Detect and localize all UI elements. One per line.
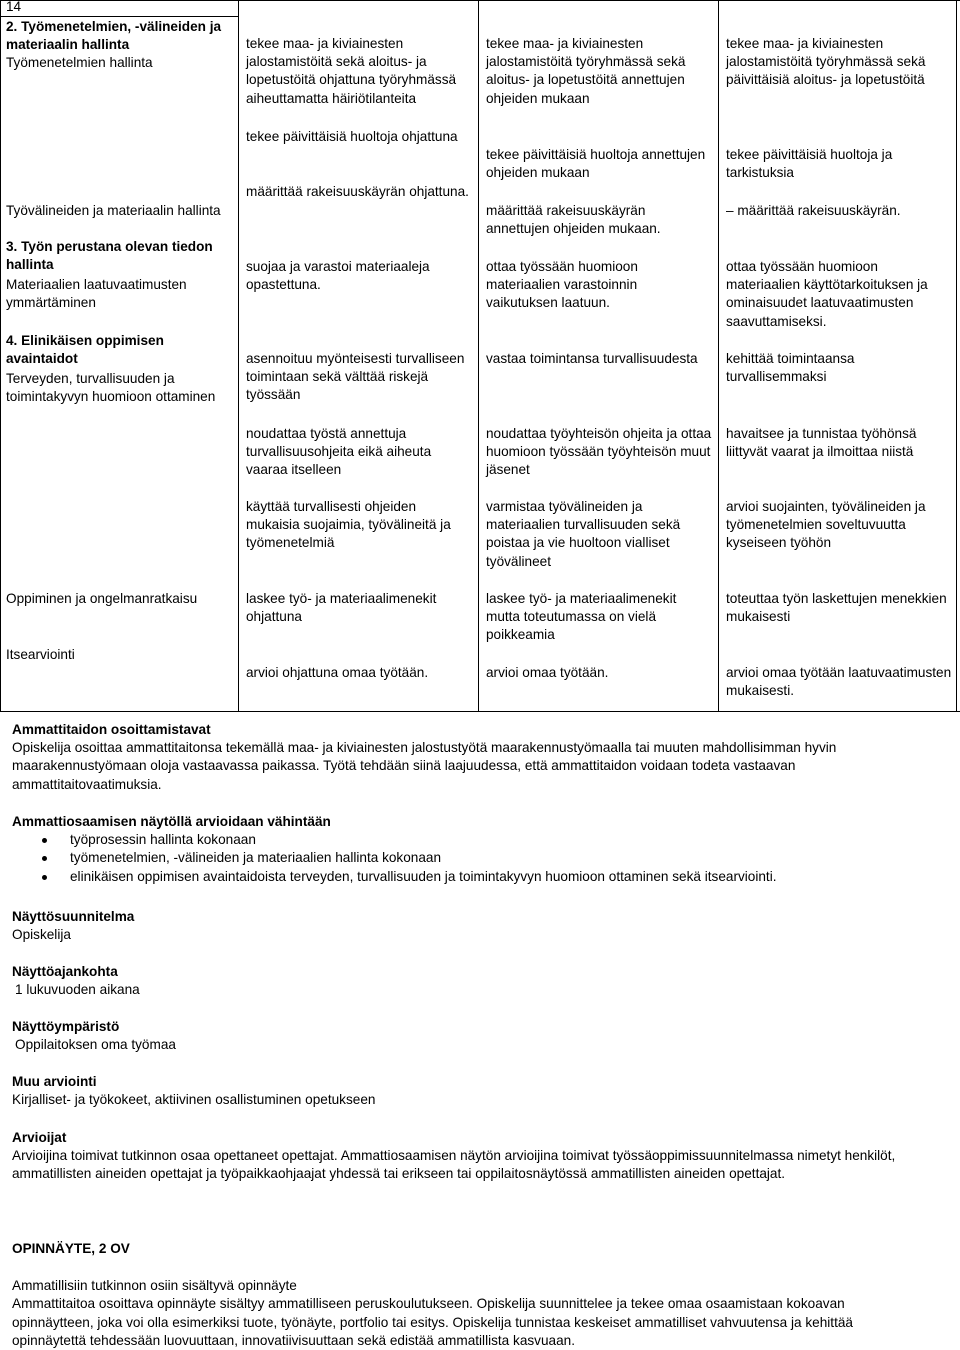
col3-r1: tekee maa- ja kiviainesten jalostamistöitä työryhmässä sekä aloitus- ja lopetustöitä annettujen ohjeiden mukaan [486,36,686,106]
col3-r6: noudattaa työyhteisön ohjeita ja ottaa huomioon työssään työyhteisön muut jäsenet [486,426,712,478]
col4-r4: ottaa työssään huomioon materiaalien käyttötarkoituksen ja ominaisuudet laatuvaatimusten saavuttamiseksi. [726,259,928,329]
col4-r2: tekee päivittäisiä huoltoja ja tarkistuksia [726,147,893,181]
table-top-border [0,0,960,1]
col3-r9: arvioi omaa työtään. [486,665,609,680]
col4-r9: arvioi omaa työtään laatuvaatimusten mukaisesti. [726,665,952,699]
demonstration-section [12,721,932,794]
col2-r9: arvioi ohjattuna omaa työtään. [246,665,429,680]
thesis-sub: Ammatillisiin tutkinnon osiin sisältyvä opinnäyte [12,1278,297,1294]
evaluation-section [12,813,932,886]
table-right-border [956,0,957,712]
list-item: työprosessin hallinta kokonaan [12,831,932,849]
plan-text: Opiskelija [12,927,71,943]
plan-title: Näyttösuunnitelma [12,909,135,924]
assessors-title: Arvioijat [12,1130,67,1145]
col4-r6: havaitsee ja tunnistaa työhönsä liittyvät vaarat ja ilmoittaa niistä [726,426,917,460]
col2-r5: asennoituu myönteisesti turvalliseen toimintaan sekä välttää riskejä työssään [246,351,465,403]
col4-r3: – määrittää rakeisuuskäyrän. [726,203,901,218]
col4-r1: tekee maa- ja kiviainesten jalostamistöitä työryhmässä sekä päivittäisiä aloitus- ja lopetustöitä [726,36,926,88]
self-eval-label: Itsearviointi [6,647,75,662]
environment-section [12,1018,932,1054]
thesis-text: Ammattitaitoa osoittava opinnäyte sisältyy ammatilliseen peruskoulutukseen. Opiskelija suunnittelee ja tekee omaa osaamistaan kokoavan opinnäytteen, joka voi olla esimerkiksi tuote, työnäyte, portfolio tai esitys. Opiskelija tunnistaa keskeiset ammatilliset vahvuutensa ja kehittää opinnäytettä tehdessään luovuuttaan, innovatiivisuuttaan sekä edistää ammatillista kasvuaan. [12,1296,853,1348]
col2-r7: käyttää turvallisesti ohjeiden mukaisia suojaimia, työvälineitä ja työmenetelmiä [246,499,451,551]
table-left-border [0,0,1,712]
env-text: Oppilaitoksen oma työmaa [15,1037,176,1053]
list-item: työmenetelmien, -välineiden ja materiaalien hallinta kokonaan [12,849,932,867]
page-number-underline [0,16,238,17]
thesis-title: OPINNÄYTE, 2 OV [12,1241,130,1256]
col2-r4: suojaa ja varastoi materiaaleja opastettuna. [246,259,430,293]
section2-title: 2. Työmenetelmien, -välineiden ja materiaalin hallinta [6,19,222,53]
thesis-section [12,1240,912,1350]
section4-sub: Terveyden, turvallisuuden ja toimintakyvyn huomioon ottaminen [6,371,216,405]
section4-title: 4. Elinikäisen oppimisen avaintaidot [6,333,164,367]
col3-r3: määrittää rakeisuuskäyrän annettujen ohjeiden mukaan. [486,203,661,237]
col3-r2: tekee päivittäisiä huoltoja annettujen ohjeiden mukaan [486,147,706,181]
assessors-text: Arvioijina toimivat tutkinnon osaa opettaneet opettajat. Ammattiosaamisen näytön arvioijina toimivat työssäoppimissuunnitelmassa nimetyt henkilöt, ammatillisten aineiden opettajat ja työpaikkaohjaajat yhdessä tai erikseen tai oppilaitosnäytössä ammatillisten aineiden opettajat. [12,1148,896,1182]
plan-section [12,908,932,944]
column-divider [238,0,239,712]
tools-title: Työvälineiden ja materiaalin hallinta [6,203,221,218]
time-section [12,963,932,999]
col3-r8: laskee työ- ja materiaalimenekit mutta toteutumassa on vielä poikkeamia [486,591,677,643]
time-text: 1 lukuvuoden aikana [15,982,140,998]
list-item: elinikäisen oppimisen avaintaidoista terveyden, turvallisuuden ja toimintakyvyn huomioon ottaminen sekä itsearviointi. [12,868,932,886]
other-text: Kirjalliset- ja työkokeet, aktiivinen osallistuminen opetukseen [12,1092,376,1108]
column-divider [718,0,719,712]
col4-r7: arvioi suojainten, työvälineiden ja työmenetelmien soveltuvuutta kyseiseen työhön [726,499,926,551]
col3-r4: ottaa työssään huomioon materiaalien varastoinnin vaikutuksen laatuun. [486,259,638,311]
page-number: 14 [6,0,22,14]
section3-title: 3. Työn perustana olevan tiedon hallinta [6,239,213,273]
column-divider [478,0,479,712]
demo-title: Ammattitaidon osoittamistavat [12,722,211,737]
col2-r8: laskee työ- ja materiaalimenekit ohjattuna [246,591,437,625]
col2-r3: määrittää rakeisuuskäyrän ohjattuna. [246,184,469,199]
col4-r8: toteuttaa työn laskettujen menekkien mukaisesti [726,591,947,625]
col2-r2: tekee päivittäisiä huoltoja ohjattuna [246,129,458,144]
col2-r1: tekee maa- ja kiviainesten jalostamistöitä sekä aloitus- ja lopetustöitä ohjattuna työryhmässä aiheuttamatta häiriötilanteita [246,36,457,106]
time-title: Näyttöajankohta [12,964,118,979]
other-eval-section [12,1073,932,1109]
other-title: Muu arviointi [12,1074,97,1089]
learning-label: Oppiminen ja ongelmanratkaisu [6,591,198,606]
assessors-section [12,1129,902,1184]
col3-r5: vastaa toimintansa turvallisuudesta [486,351,698,366]
section3-sub: Materiaalien laatuvaatimusten ymmärtäminen [6,277,187,311]
col4-r5: kehittää toimintaansa turvallisemmaksi [726,351,855,385]
section2-sub: Työmenetelmien hallinta [6,55,153,70]
demo-text: Opiskelija osoittaa ammattitaitonsa tekemällä maa- ja kiviainesten jalostustyötä maarakennustyömaalla tai muuten mahdollisimman hyvin maarakennustyömaan oloja vastaavassa paikassa. Työtä tehdään siinä laajuudessa, että ammattitaidon voidaan todeta vastaavan ammattitaitovaatimuksia. [12,740,837,792]
col3-r7: varmistaa työvälineiden ja materiaalien turvallisuuden sekä poistaa ja vie huoltoon vialliset työvälineet [486,499,681,569]
eval-title: Ammattiosaamisen näytöllä arvioidaan vähintään [12,814,331,829]
col2-r6: noudattaa työstä annettuja turvallisuusohjeita eikä aiheuta vaaraa itselleen [246,426,432,478]
env-title: Näyttöympäristö [12,1019,120,1034]
table-bottom-border [0,711,960,712]
eval-list [12,831,932,886]
